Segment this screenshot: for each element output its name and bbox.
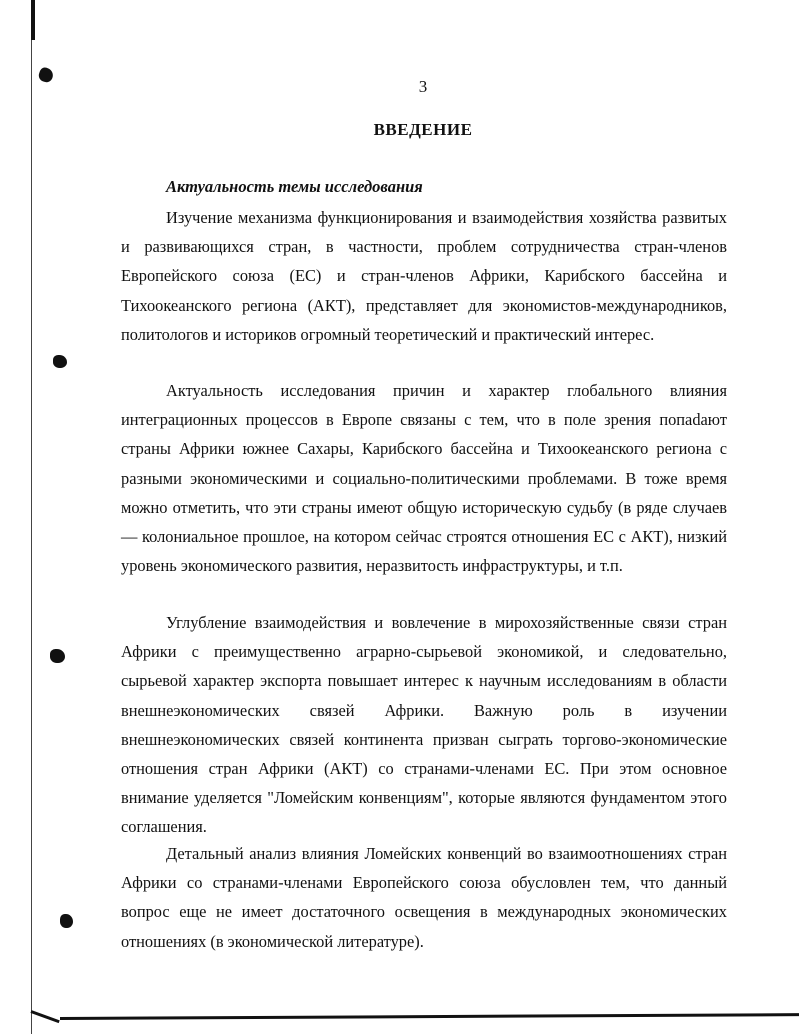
scan-edge-mark: [31, 0, 35, 40]
page-number: 3: [418, 77, 428, 96]
scan-edge-line: [31, 0, 32, 1034]
binding-hole-mark: [60, 914, 73, 928]
binding-hole-mark: [53, 355, 67, 368]
section-title: ВВЕДЕНИЕ: [373, 120, 473, 139]
paragraph: Актуальность исследования причин и характер глобального влияния интеграционных процессов в Европе связаны с тем, что в поле зрения попаdают страны Африки южнее Сахары, Карибского бассейна и Тихоокеанского региона с разными экономическими и социально-политическими проблемами. В тоже время можно отметить, что эти страны имеют общую историческую судьбу (в ряде случаев — колониальное прошлое, на котором сейчас строятся отношения ЕС с АКТ), низкий уровень экономического развития, неразвитость инфраструктуры, и т.п.: [121, 381, 727, 576]
paragraph: Изучение механизма функционирования и взаимодействия хозяйства развитых и развивающихся стран, в частности, проблем сотрудничества стран-членов Европейского союза (ЕС) и стран-членов Африки, Карибского бассейна и Тихоокеанского региона (АКТ), представляет для экономистов-международников, политологов и историков огромный теоретический и практический интерес.: [121, 208, 727, 344]
paragraph: Углубление взаимодействия и вовлечение в мирохозяйственные связи стран Африки с преимущественно аграрно-сырьевой экономикой, и следовательно, сырьевой характер экспорта повышает интерес к научным исследованиям в области внешнеэкономических связей Африки. Важную роль в изучении внешнеэкономических связей континента призван сыграть торгово-экономические отношения стран Африки (АКТ) со странами-членами ЕС. При этом основное внимание уделяется "Ломейским конвенциям", которые являются фундаментом этого соглашения.: [121, 613, 727, 837]
paragraph: Детальный анализ влияния Ломейских конвенций во взаимоотношениях стран Африки со странами-членами Европейского союза обусловлен тем, что данный вопрос еще не имеет достаточного освещения в международных экономических отношениях (в экономической литературе).: [121, 844, 727, 951]
scan-bottom-edge: [30, 1010, 59, 1023]
subsection-heading: Актуальность темы исследования: [166, 177, 423, 196]
binding-hole-mark: [50, 649, 65, 663]
scan-bottom-edge: [60, 1013, 799, 1020]
